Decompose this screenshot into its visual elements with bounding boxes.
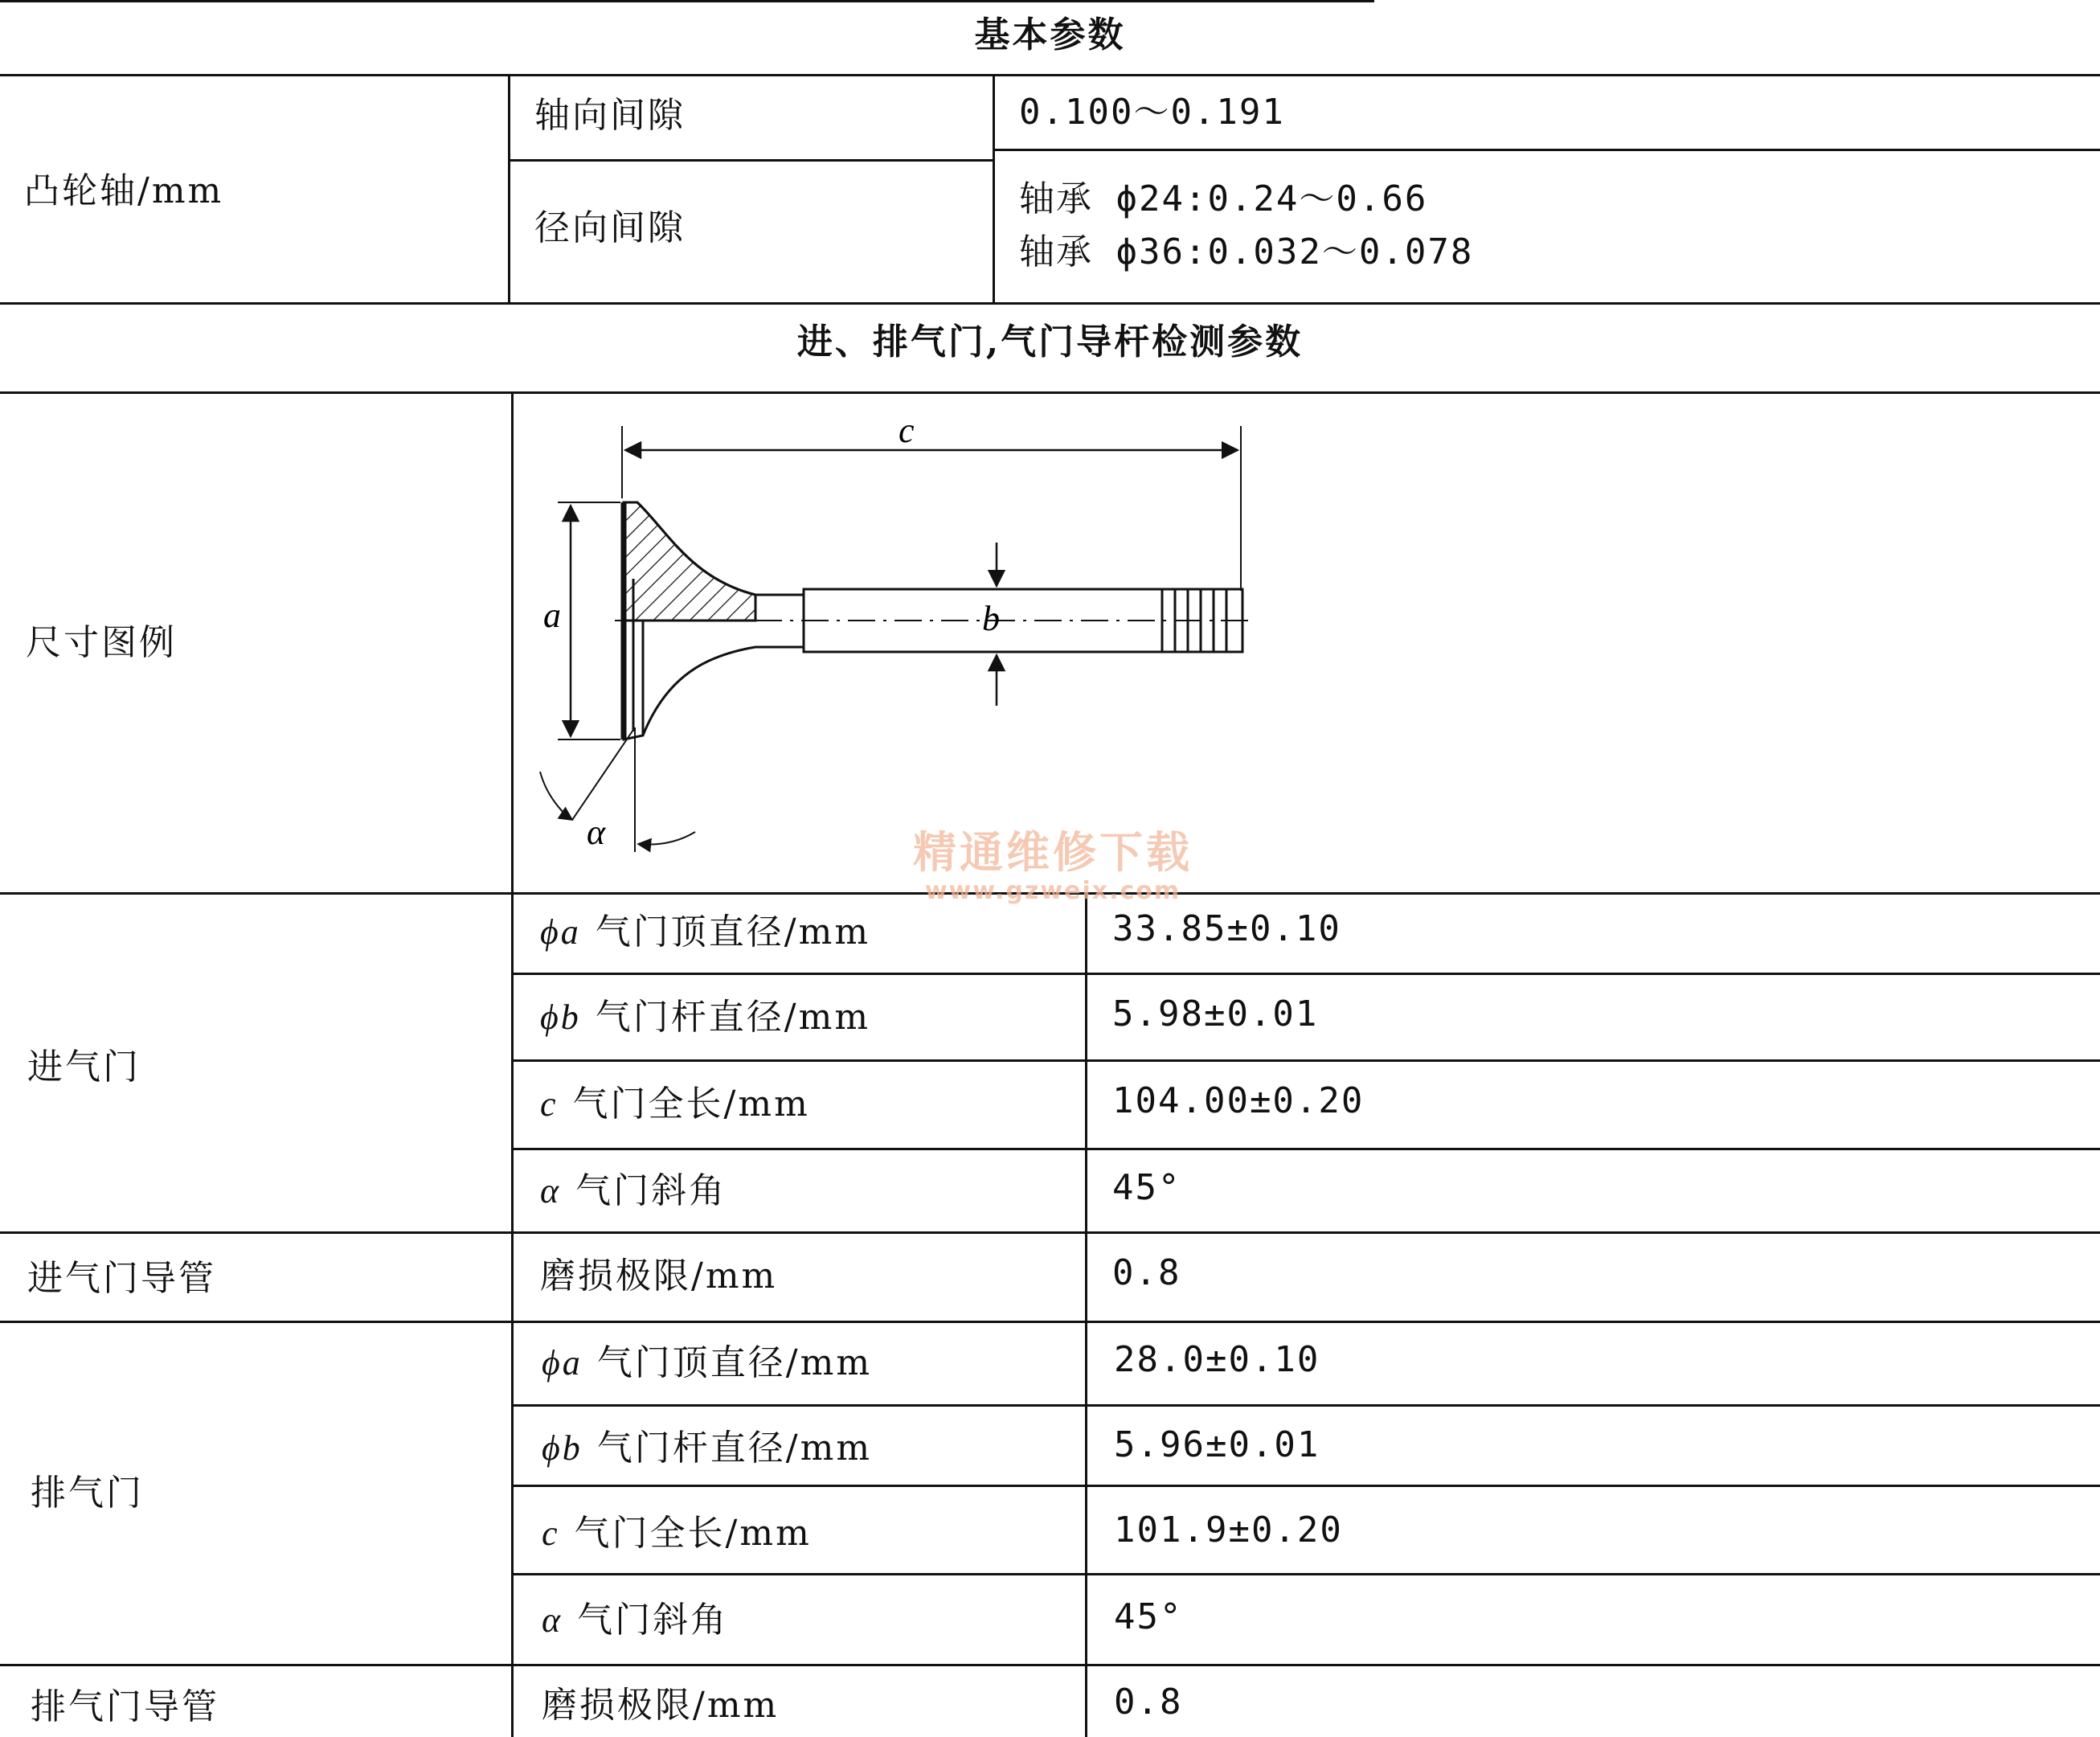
rule [513,1573,2100,1575]
section-title-valves: 进、排气门,气门导杆检测参数 [796,322,1304,363]
intake-guide-value: 0.8 [1112,1252,1181,1293]
rule [511,1148,2100,1150]
diagram-letter-c: c [899,411,915,450]
rule [0,1231,2100,1234]
exhaust-valve-label: 排气门 [31,1473,144,1514]
rule [508,159,993,162]
axial-clearance-value: 0.100～0.191 [1019,92,1285,133]
symbol: c [542,1514,560,1553]
rule [0,302,2100,305]
rule [513,1485,2100,1487]
exhaust-row-diameter-b [542,1428,872,1469]
radial-clearance-label: 径向间隙 [534,207,686,248]
exhaust-value-diameter-a: 28.0±0.10 [1114,1339,1320,1380]
rule [508,74,510,302]
param-label: 气门全长/mm [574,1513,812,1554]
intake-value-diameter-a: 33.85±0.10 [1112,908,1341,949]
watermark-title: 精通维修下载 [913,827,1193,878]
diagram-letter-alpha: α [587,813,606,852]
symbol: ϕa [540,912,581,952]
rule [511,973,2100,975]
intake-row-diameter-b [540,997,870,1039]
rule [0,1664,2100,1666]
rule [0,391,2100,394]
rule [0,0,1374,2]
symbol: α [542,1600,563,1640]
rule [993,74,995,302]
exhaust-value-length-c: 101.9±0.20 [1114,1510,1343,1551]
symbol: ϕb [542,1428,583,1468]
intake-value-length-c: 104.00±0.20 [1112,1080,1365,1121]
intake-value-diameter-b: 5.98±0.01 [1112,993,1319,1034]
radial-clearance-value-1: 轴承 ϕ24:0.24～0.66 [1019,178,1428,219]
rule [0,74,2100,76]
param-label: 气门杆直径/mm [595,997,871,1038]
camshaft-label: 凸轮轴/mm [24,170,224,211]
intake-guide-label: 进气门导管 [27,1258,216,1299]
rule [0,1321,2100,1323]
radial-clearance-value-2: 轴承 ϕ36:0.032～0.078 [1019,231,1474,272]
exhaust-guide-value: 0.8 [1114,1682,1183,1723]
intake-value-angle: 45° [1112,1167,1181,1208]
rule [1085,892,1087,1737]
intake-guide-param: 磨损极限/mm [540,1256,778,1297]
valve-dimension-diagram [522,402,1294,884]
exhaust-row-length-c [542,1513,812,1555]
exhaust-guide-param: 磨损极限/mm [542,1685,780,1726]
symbol: α [540,1171,562,1211]
param-label: 气门杆直径/mm [596,1428,873,1469]
rule [511,391,514,1737]
symbol: ϕa [542,1343,583,1383]
exhaust-row-angle [542,1600,728,1641]
rule [993,149,2100,151]
intake-row-angle [540,1170,727,1212]
symbol: c [540,1084,559,1124]
diagram-label: 尺寸图例 [26,622,177,663]
watermark [908,828,1197,905]
param-label: 气门顶直径/mm [595,912,871,952]
exhaust-row-diameter-a [542,1342,872,1384]
watermark-url: www.gzweix.com [924,877,1181,905]
param-label: 气门斜角 [577,1600,729,1641]
param-label: 气门斜角 [575,1170,727,1211]
symbol: ϕb [540,998,581,1037]
intake-row-diameter-a [540,912,870,953]
diagram-letter-a: a [543,596,561,635]
param-label: 气门全长/mm [572,1084,810,1125]
param-label: 气门顶直径/mm [596,1342,873,1383]
diagram-letter-b: b [982,599,1000,638]
intake-row-length-c [540,1084,810,1125]
rule [511,1059,2100,1062]
exhaust-guide-label: 排气门导管 [31,1686,219,1727]
axial-clearance-label: 轴向间隙 [534,95,686,136]
intake-valve-label: 进气门 [27,1047,141,1088]
section-title-basic: 基本参数 [974,14,1126,55]
exhaust-value-angle: 45° [1114,1596,1183,1637]
exhaust-value-diameter-b: 5.96±0.01 [1114,1424,1320,1465]
rule [513,1404,2100,1407]
